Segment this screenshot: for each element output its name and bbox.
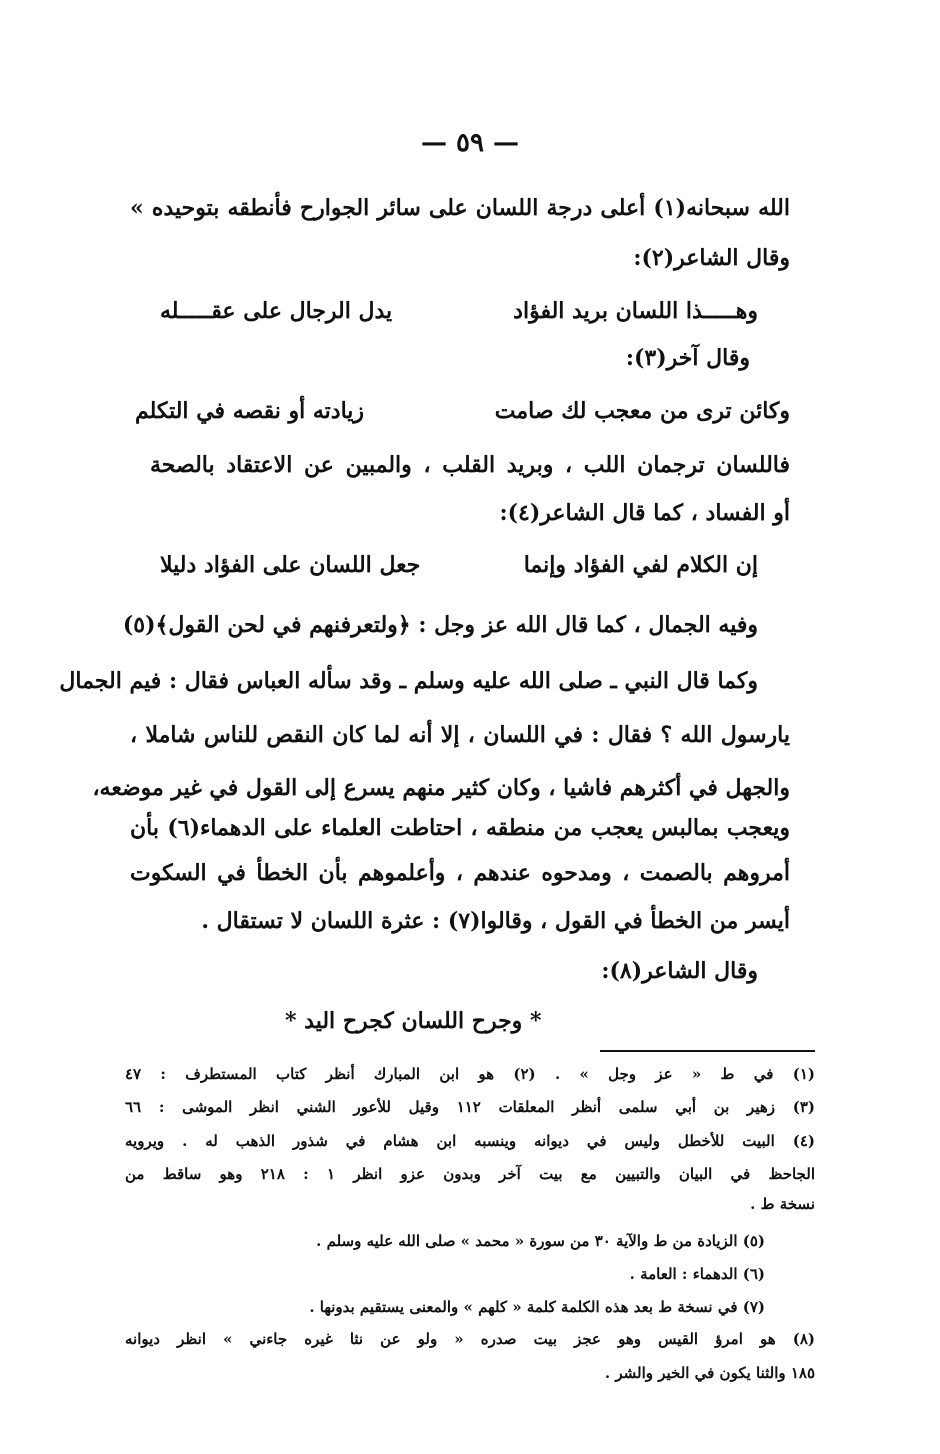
- verse-2-second-hemistich: زيادته أو نقصه في التكلم: [135, 398, 365, 424]
- verse-4: * وجرح اللسان كجرح اليد *: [285, 1008, 542, 1034]
- text-line-7: وكما قال النبي ـ صلى الله عليه وسلم ـ وقد سأله العباس فقال : فيم الجمال: [59, 668, 758, 694]
- text-line-13: وقال الشاعر(٨):: [601, 958, 758, 984]
- text-line-12: أيسر من الخطأ في القول ، وقالوا(٧) : عثرة اللسان لا تستقال .: [201, 908, 790, 934]
- text-line-11: أمروهم بالصمت ، ومدحوه عندهم ، وأعلموهم بأن الخطأ في السكوت: [130, 860, 790, 886]
- verse-3-second-hemistich: جعل اللسان على الفؤاد دليلا: [160, 552, 421, 578]
- text-line-9: والجهل في أكثرهم فاشيا ، وكان كثير منهم يسرع إلى القول في غير موضعه،: [92, 775, 790, 801]
- text-line-6: وفيه الجمال ، كما قال الله عز وجل : ﴿ولتعرفنهم في لحن القول﴾(٥): [122, 612, 758, 638]
- text-line-4: فاللسان ترجمان اللب ، وبريد القلب ، والمبين عن الاعتقاد بالصحة: [150, 452, 790, 478]
- verse-2-first-hemistich: وكائن ترى من معجب لك صامت: [494, 398, 790, 424]
- verse-3-first-hemistich: إن الكلام لفي الفؤاد وإنما: [523, 552, 758, 578]
- text-line-8: يارسول الله ؟ فقال : في اللسان ، إلا أنه لما كان النقص للناس شاملا ،: [130, 722, 790, 748]
- footnote-8-line-2: ١٨٥ والثنا يكون في الخير والشر .: [604, 1364, 815, 1382]
- text-line-10: ويعجب بمالبس يعجب من منطقه ، احتاطت العلماء على الدهماء(٦) بأن: [130, 815, 790, 841]
- footnote-6: (٦) الدهماء : العامة .: [629, 1265, 765, 1283]
- footnote-4-line-2: الجاحظ في البيان والتبيين مع بيت آخر وبدون عزو انظر ١ : ٢١٨ وهو ساقط من: [125, 1165, 815, 1183]
- page-number: — ٥٩ —: [420, 128, 520, 158]
- footnote-1-2: (١) في ط « عز وجل » . (٢) هو ابن المبارك أنظر كتاب المستطرف : ٤٧: [125, 1065, 815, 1083]
- footnote-7: (٧) في نسخة ط بعد هذه الكلمة كلمة « كلهم » والمعنى يستقيم بدونها .: [309, 1298, 765, 1316]
- text-line-2: وقال الشاعر(٢):: [633, 245, 790, 271]
- text-line-1: الله سبحانه(١) أعلى درجة اللسان على سائر الجوارح فأنطقه بتوحيده »: [130, 195, 791, 221]
- footnote-4-line-1: (٤) البيت للأخطل وليس في ديوانه وينسبه ابن هشام في شذور الذهب له . ويرويه: [125, 1132, 815, 1150]
- text-line-5: أو الفساد ، كما قال الشاعر(٤):: [499, 500, 790, 526]
- footnote-3: (٣) زهير بن أبي سلمى أنظر المعلقات ١١٢ وقيل للأعور الشني انظر الموشى : ٦٦: [125, 1098, 815, 1116]
- footnote-8-line-1: (٨) هو امرؤ القيس وهو عجز بيت صدره « ولو عن نثا غيره جاءني » انظر ديوانه: [125, 1330, 815, 1348]
- footnote-4-line-3: نسخة ط .: [750, 1195, 815, 1213]
- text-line-3: وقال آخر(٣):: [625, 345, 750, 371]
- footnote-5: (٥) الزيادة من ط والآية ٣٠ من سورة « محمد » صلى الله عليه وسلم .: [316, 1232, 765, 1250]
- footnote-separator: [600, 1050, 815, 1052]
- verse-1-second-hemistich: يدل الرجال على عقـــــله: [160, 298, 393, 324]
- verse-1-first-hemistich: وهـــــذا اللسان بريد الفؤاد: [513, 298, 758, 324]
